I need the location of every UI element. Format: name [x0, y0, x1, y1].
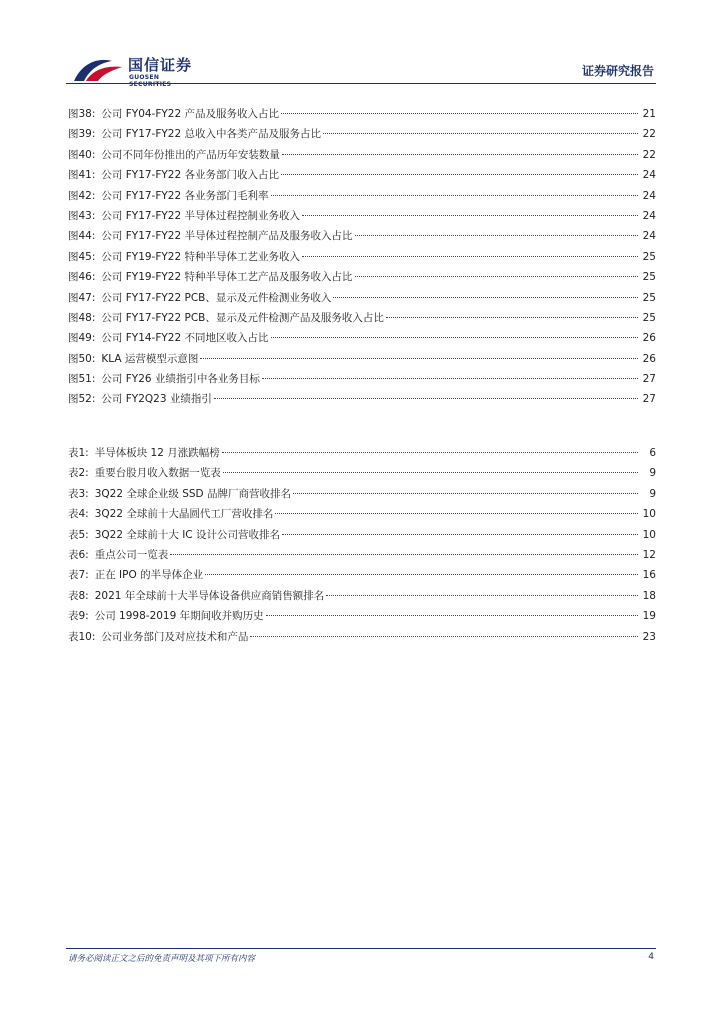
figure-toc-entry[interactable] [68, 226, 656, 246]
toc-dot-leader [275, 513, 638, 514]
toc-entry-label: 图44: [68, 230, 96, 243]
figure-toc-entry[interactable] [68, 369, 656, 389]
toc-entry-page[interactable]: 24 [642, 230, 656, 243]
toc-entry-title[interactable]: 公司 FY17-FY22 半导体过程控制产品及服务收入占比 [101, 230, 353, 243]
toc-dot-leader [355, 235, 639, 236]
toc-entry-label: 表1: [68, 447, 89, 459]
toc-entry-label: 图47: [68, 291, 96, 304]
toc-entry-title[interactable]: 公司 FY26 业绩指引中各业务目标 [101, 373, 260, 386]
toc-entry-page[interactable]: 25 [642, 250, 656, 263]
toc-entry-title[interactable]: 公司 FY17-FY22 PCB、显示及元件检测产品及服务收入占比 [101, 311, 384, 324]
toc-dot-leader [223, 472, 638, 473]
toc-entry-title[interactable]: 公司 FY17-FY22 PCB、显示及元件检测业务收入 [101, 291, 332, 304]
toc-dot-leader [214, 398, 638, 399]
toc-entry-title[interactable]: 半导体板块 12 月涨跌幅榜 [94, 447, 220, 459]
footer-disclaimer: 请务必阅读正文之后的免责声明及其项下所有内容 [68, 954, 256, 964]
figure-toc-entry[interactable] [68, 104, 656, 124]
toc-entry-title[interactable]: 公司 FY17-FY22 各业务部门收入占比 [101, 169, 279, 182]
figure-toc-entry[interactable] [68, 247, 656, 267]
toc-entry-label: 图51: [68, 373, 96, 386]
toc-entry-page[interactable]: 21 [642, 108, 656, 120]
figure-toc-entry[interactable] [68, 308, 656, 328]
table-toc-entry[interactable] [68, 565, 656, 585]
toc-entry-label: 图39: [68, 128, 96, 141]
toc-entry-label: 图50: [68, 352, 96, 365]
toc-dot-leader [250, 636, 638, 637]
figure-toc-entry[interactable] [68, 145, 656, 165]
figure-toc-entry[interactable] [68, 328, 656, 348]
toc-entry-label: 表6: [68, 548, 89, 561]
toc-entry-label: 表7: [68, 569, 89, 582]
report-type-label: 证券研究报告 [581, 64, 654, 78]
toc-dot-leader [170, 554, 638, 555]
toc-entry-label: 图48: [68, 311, 96, 324]
table-toc-entry[interactable] [68, 484, 656, 504]
toc-entry-page[interactable]: 27 [642, 373, 656, 386]
toc-entry-title[interactable]: KLA 运营模型示意图 [101, 352, 199, 365]
toc-dot-leader [205, 574, 638, 575]
toc-entry-title[interactable]: 公司 FY19-FY22 特种半导体工艺产品及服务收入占比 [101, 271, 353, 284]
figure-toc-entry[interactable] [68, 349, 656, 369]
table-toc-entry[interactable] [68, 627, 656, 647]
page-header [0, 0, 724, 90]
toc-entry-label: 图49: [68, 332, 96, 345]
toc-dot-leader [302, 215, 638, 216]
toc-dot-leader [302, 256, 638, 257]
toc-dot-leader [282, 534, 638, 535]
toc-entry-page[interactable]: 24 [642, 169, 656, 182]
toc-entry-title[interactable]: 公司 FY17-FY22 半导体过程控制业务收入 [101, 209, 300, 222]
toc-entry-title[interactable]: 公司 FY17-FY22 总收入中各类产品及服务占比 [101, 128, 321, 141]
toc-dot-leader [355, 276, 639, 277]
toc-entry-page[interactable]: 27 [642, 393, 656, 406]
toc-entry-label: 图42: [68, 189, 96, 202]
toc-dot-leader [200, 358, 638, 359]
toc-entry-page[interactable]: 9 [649, 487, 656, 500]
toc-entry-page[interactable]: 19 [642, 610, 656, 623]
toc-dot-leader [282, 154, 638, 155]
toc-entry-label: 图38: [68, 108, 96, 120]
toc-entry-label: 图52: [68, 393, 96, 406]
toc-dot-leader [323, 133, 638, 134]
toc-entry-title[interactable]: 公司 FY14-FY22 不同地区收入占比 [101, 332, 269, 345]
table-toc-entry[interactable] [68, 586, 656, 606]
toc-entry-label: 图43: [68, 209, 96, 222]
toc-entry-page[interactable]: 6 [649, 447, 656, 459]
toc-dot-leader [281, 174, 638, 175]
logo-chinese-name: 国信证券 [128, 56, 193, 74]
toc-entry-title[interactable]: 公司 1998-2019 年期间收并购历史 [94, 610, 264, 623]
toc-dot-leader [386, 317, 638, 318]
toc-entry-page[interactable]: 10 [642, 508, 656, 521]
figures-index [68, 104, 656, 410]
toc-dot-leader [293, 493, 638, 494]
toc-dot-leader [222, 452, 638, 453]
figure-toc-entry[interactable] [68, 165, 656, 185]
footer-divider [66, 948, 656, 949]
logo-english-name: GUOSEN SECURITIES [129, 74, 172, 88]
toc-entry-title[interactable]: 3Q22 全球前十大晶圆代工厂营收排名 [94, 508, 274, 521]
toc-entry-label: 表3: [68, 487, 89, 500]
figure-toc-entry[interactable] [68, 186, 656, 206]
toc-entry-label: 图40: [68, 148, 96, 161]
toc-entry-page[interactable]: 24 [642, 189, 656, 202]
toc-entry-page[interactable]: 23 [642, 630, 656, 643]
toc-entry-title[interactable]: 2021 年全球前十大半导体设备供应商销售额排名 [94, 589, 325, 602]
toc-entry-page[interactable]: 10 [642, 528, 656, 541]
toc-entry-page[interactable]: 22 [642, 128, 656, 141]
toc-entry-title[interactable]: 公司 FY04-FY22 产品及服务收入占比 [101, 108, 279, 120]
toc-entry-title[interactable]: 公司 FY17-FY22 各业务部门毛利率 [101, 189, 269, 202]
toc-entry-label: 图41: [68, 169, 96, 182]
toc-entry-page[interactable]: 18 [642, 589, 656, 602]
tables-index [68, 443, 656, 647]
figure-toc-entry[interactable] [68, 288, 656, 308]
toc-entry-page[interactable]: 24 [642, 209, 656, 222]
toc-entry-label: 表10: [68, 630, 96, 643]
toc-entry-page[interactable]: 12 [642, 548, 656, 561]
toc-entry-page[interactable]: 9 [649, 467, 656, 480]
toc-dot-leader [326, 595, 638, 596]
toc-entry-label: 表4: [68, 508, 89, 521]
table-toc-entry[interactable] [68, 463, 656, 483]
guosen-logo-icon [72, 55, 124, 85]
toc-entry-title[interactable]: 重点公司一览表 [94, 548, 169, 561]
header-divider [66, 83, 656, 84]
table-toc-entry[interactable] [68, 443, 656, 463]
table-toc-entry[interactable] [68, 504, 656, 524]
toc-entry-page[interactable]: 26 [642, 352, 656, 365]
toc-entry-label: 表8: [68, 589, 89, 602]
toc-entry-title[interactable]: 3Q22 全球企业级 SSD 品牌厂商营收排名 [94, 487, 291, 500]
toc-entry-title[interactable]: 公司不同年份推出的产品历年安装数量 [101, 148, 280, 161]
figure-toc-entry[interactable] [68, 124, 656, 144]
toc-entry-title[interactable]: 重要台股月收入数据一览表 [94, 467, 221, 480]
figure-toc-entry[interactable] [68, 389, 656, 409]
page-number: 4 [648, 952, 654, 962]
toc-entry-page[interactable]: 25 [642, 311, 656, 324]
toc-entry-page[interactable]: 22 [642, 148, 656, 161]
table-toc-entry[interactable] [68, 545, 656, 565]
toc-dot-leader [281, 113, 638, 114]
toc-entry-page[interactable]: 25 [642, 271, 656, 284]
toc-entry-label: 表9: [68, 610, 89, 623]
toc-entry-label: 表5: [68, 528, 89, 541]
toc-entry-title[interactable]: 公司 FY2Q23 业绩指引 [101, 393, 212, 406]
toc-dot-leader [262, 378, 638, 379]
toc-entry-title[interactable]: 公司 FY19-FY22 特种半导体工艺业务收入 [101, 250, 300, 263]
toc-entry-title[interactable]: 公司业务部门及对应技术和产品 [101, 630, 249, 643]
figure-toc-entry[interactable] [68, 206, 656, 226]
toc-dot-leader [271, 195, 639, 196]
toc-entry-page[interactable]: 26 [642, 332, 656, 345]
toc-entry-title[interactable]: 3Q22 全球前十大 IC 设计公司营收排名 [94, 528, 280, 541]
toc-entry-page[interactable]: 16 [642, 569, 656, 582]
toc-entry-page[interactable]: 25 [642, 291, 656, 304]
toc-dot-leader [271, 337, 639, 338]
toc-entry-title[interactable]: 正在 IPO 的半导体企业 [94, 569, 204, 582]
toc-entry-label: 表2: [68, 467, 89, 480]
figure-toc-entry[interactable] [68, 267, 656, 287]
table-toc-entry[interactable] [68, 606, 656, 626]
toc-entry-label: 图46: [68, 271, 96, 284]
toc-entry-label: 图45: [68, 250, 96, 263]
toc-dot-leader [266, 615, 638, 616]
toc-dot-leader [333, 297, 638, 298]
table-toc-entry[interactable] [68, 525, 656, 545]
